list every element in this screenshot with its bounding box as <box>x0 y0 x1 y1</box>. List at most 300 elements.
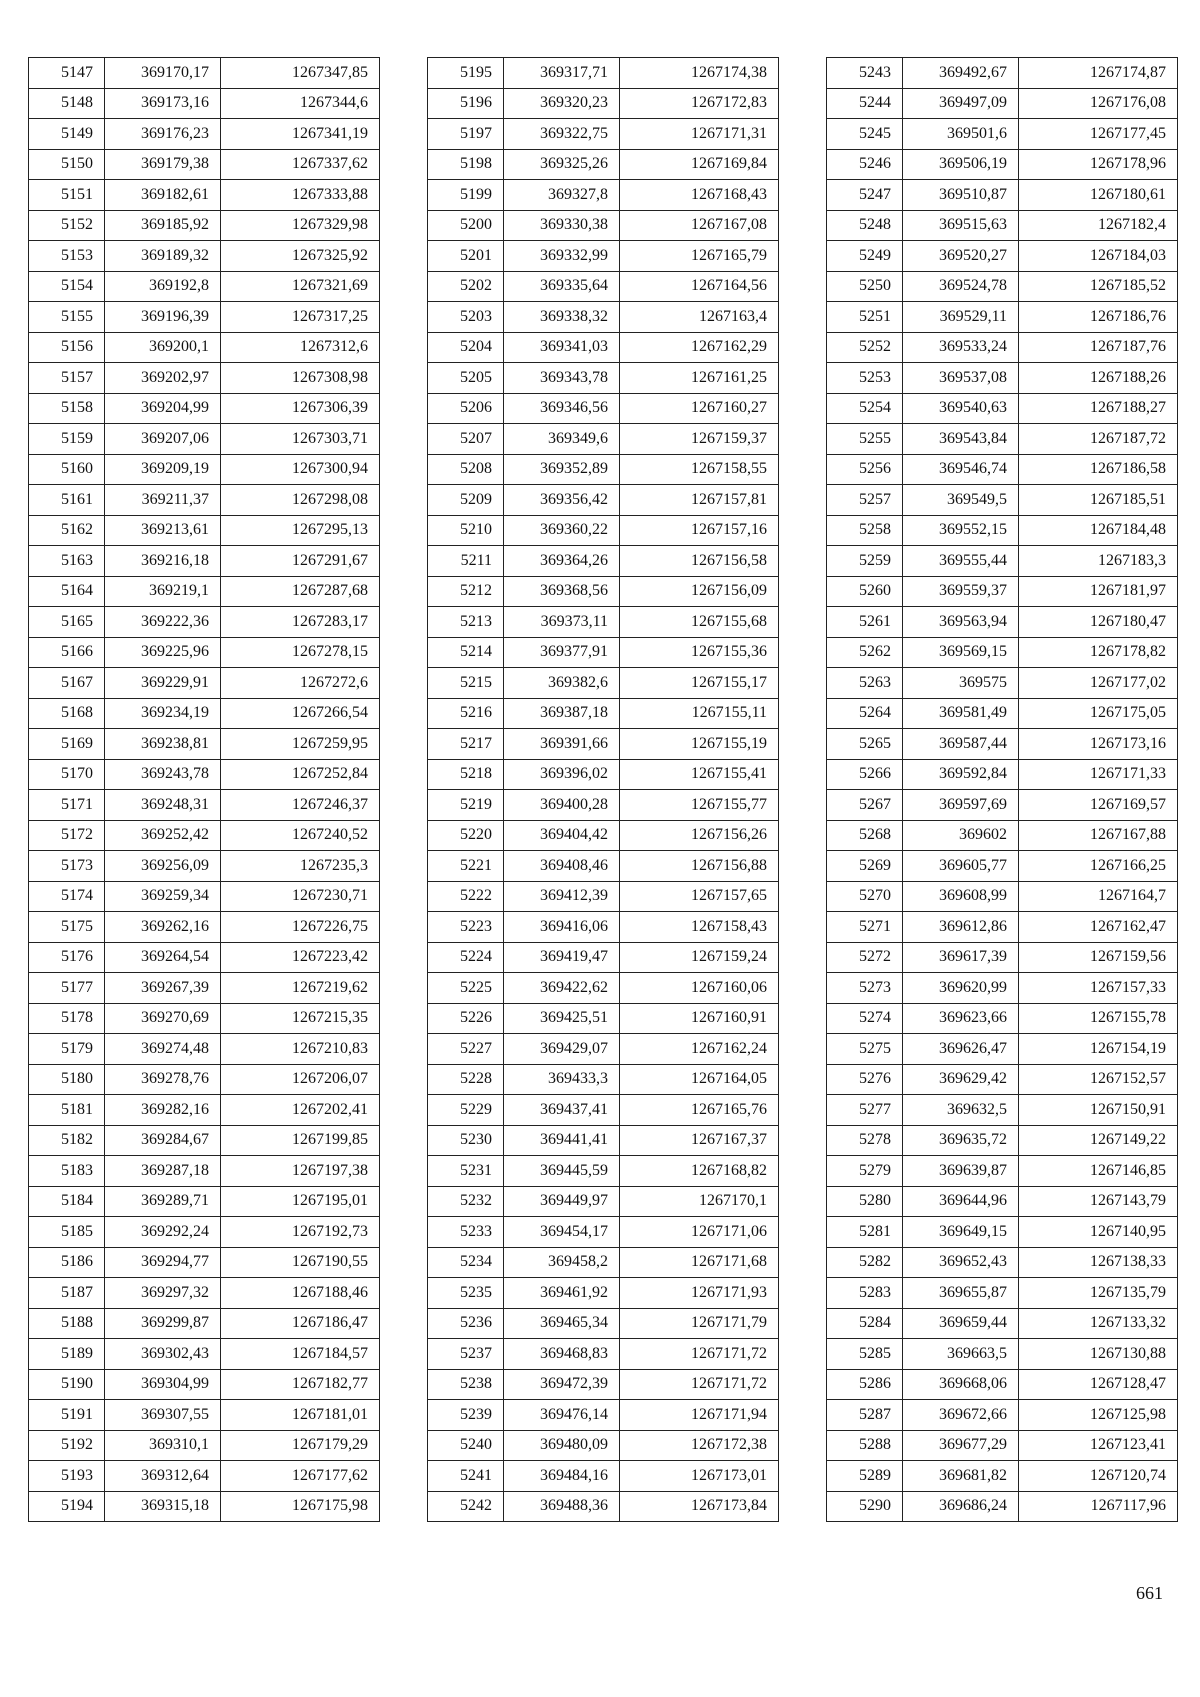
y-coordinate-cell: 1267181,01 <box>221 1400 380 1431</box>
point-number-cell: 5227 <box>428 1034 504 1065</box>
point-number-cell: 5253 <box>827 363 903 394</box>
x-coordinate-cell: 369587,44 <box>903 729 1019 760</box>
y-coordinate-cell: 1267135,79 <box>1019 1278 1178 1309</box>
point-number-cell: 5205 <box>428 363 504 394</box>
table-row <box>827 668 1178 699</box>
point-number-cell: 5217 <box>428 729 504 760</box>
x-coordinate-cell: 369256,09 <box>105 851 221 882</box>
x-coordinate-cell: 369284,67 <box>105 1125 221 1156</box>
y-coordinate-cell: 1267179,29 <box>221 1430 380 1461</box>
point-number-cell: 5204 <box>428 332 504 363</box>
table-row <box>29 1125 380 1156</box>
table-row <box>827 1339 1178 1370</box>
table-row <box>827 820 1178 851</box>
x-coordinate-cell: 369458,2 <box>504 1247 620 1278</box>
x-coordinate-cell: 369252,42 <box>105 820 221 851</box>
x-coordinate-cell: 369176,23 <box>105 119 221 150</box>
y-coordinate-cell: 1267164,05 <box>620 1064 779 1095</box>
table-row <box>29 1034 380 1065</box>
point-number-cell: 5168 <box>29 698 105 729</box>
table-row <box>827 729 1178 760</box>
x-coordinate-cell: 369461,92 <box>504 1278 620 1309</box>
point-number-cell: 5252 <box>827 332 903 363</box>
table-row <box>827 363 1178 394</box>
point-number-cell: 5159 <box>29 424 105 455</box>
y-coordinate-cell: 1267210,83 <box>221 1034 380 1065</box>
point-number-cell: 5283 <box>827 1278 903 1309</box>
y-coordinate-cell: 1267195,01 <box>221 1186 380 1217</box>
table-row <box>428 1125 779 1156</box>
x-coordinate-cell: 369304,99 <box>105 1369 221 1400</box>
table-row <box>29 790 380 821</box>
table-row <box>29 820 380 851</box>
x-coordinate-cell: 369419,47 <box>504 942 620 973</box>
point-number-cell: 5179 <box>29 1034 105 1065</box>
y-coordinate-cell: 1267168,82 <box>620 1156 779 1187</box>
table-row <box>428 88 779 119</box>
y-coordinate-cell: 1267182,77 <box>221 1369 380 1400</box>
x-coordinate-cell: 369248,31 <box>105 790 221 821</box>
x-coordinate-cell: 369278,76 <box>105 1064 221 1095</box>
y-coordinate-cell: 1267344,6 <box>221 88 380 119</box>
x-coordinate-cell: 369282,16 <box>105 1095 221 1126</box>
table-row <box>29 698 380 729</box>
y-coordinate-cell: 1267188,46 <box>221 1278 380 1309</box>
x-coordinate-cell: 369681,82 <box>903 1461 1019 1492</box>
table-row <box>428 485 779 516</box>
x-coordinate-cell: 369623,66 <box>903 1003 1019 1034</box>
point-number-cell: 5263 <box>827 668 903 699</box>
x-coordinate-cell: 369377,91 <box>504 637 620 668</box>
table-row <box>29 881 380 912</box>
y-coordinate-cell: 1267159,37 <box>620 424 779 455</box>
table-row <box>29 1064 380 1095</box>
point-number-cell: 5231 <box>428 1156 504 1187</box>
x-coordinate-cell: 369173,16 <box>105 88 221 119</box>
x-coordinate-cell: 369325,26 <box>504 149 620 180</box>
x-coordinate-cell: 369569,15 <box>903 637 1019 668</box>
point-number-cell: 5209 <box>428 485 504 516</box>
x-coordinate-cell: 369243,78 <box>105 759 221 790</box>
x-coordinate-cell: 369299,87 <box>105 1308 221 1339</box>
x-coordinate-cell: 369346,56 <box>504 393 620 424</box>
table-row <box>428 1156 779 1187</box>
point-number-cell: 5171 <box>29 790 105 821</box>
point-number-cell: 5203 <box>428 302 504 333</box>
table-row <box>428 546 779 577</box>
y-coordinate-cell: 1267167,37 <box>620 1125 779 1156</box>
table-row <box>428 210 779 241</box>
y-coordinate-cell: 1267325,92 <box>221 241 380 272</box>
x-coordinate-cell: 369422,62 <box>504 973 620 1004</box>
table-row <box>428 668 779 699</box>
table-row <box>428 912 779 943</box>
y-coordinate-cell: 1267156,26 <box>620 820 779 851</box>
x-coordinate-cell: 369330,38 <box>504 210 620 241</box>
table-row <box>428 607 779 638</box>
y-coordinate-cell: 1267159,56 <box>1019 942 1178 973</box>
x-coordinate-cell: 369204,99 <box>105 393 221 424</box>
x-coordinate-cell: 369433,3 <box>504 1064 620 1095</box>
point-number-cell: 5241 <box>428 1461 504 1492</box>
y-coordinate-cell: 1267230,71 <box>221 881 380 912</box>
point-number-cell: 5151 <box>29 180 105 211</box>
x-coordinate-cell: 369506,19 <box>903 149 1019 180</box>
y-coordinate-cell: 1267171,68 <box>620 1247 779 1278</box>
x-coordinate-cell: 369287,18 <box>105 1156 221 1187</box>
point-number-cell: 5261 <box>827 607 903 638</box>
y-coordinate-cell: 1267158,55 <box>620 454 779 485</box>
x-coordinate-cell: 369602 <box>903 820 1019 851</box>
x-coordinate-cell: 369211,37 <box>105 485 221 516</box>
y-coordinate-cell: 1267173,16 <box>1019 729 1178 760</box>
table-row <box>428 973 779 1004</box>
y-coordinate-cell: 1267171,72 <box>620 1369 779 1400</box>
table-row <box>827 88 1178 119</box>
point-number-cell: 5210 <box>428 515 504 546</box>
x-coordinate-cell: 369182,61 <box>105 180 221 211</box>
point-number-cell: 5235 <box>428 1278 504 1309</box>
table-row <box>29 454 380 485</box>
y-coordinate-cell: 1267259,95 <box>221 729 380 760</box>
x-coordinate-cell: 369270,69 <box>105 1003 221 1034</box>
y-coordinate-cell: 1267150,91 <box>1019 1095 1178 1126</box>
x-coordinate-cell: 369364,26 <box>504 546 620 577</box>
y-coordinate-cell: 1267184,57 <box>221 1339 380 1370</box>
y-coordinate-cell: 1267187,72 <box>1019 424 1178 455</box>
point-number-cell: 5161 <box>29 485 105 516</box>
point-number-cell: 5178 <box>29 1003 105 1034</box>
x-coordinate-cell: 369315,18 <box>105 1491 221 1522</box>
table-row <box>827 1400 1178 1431</box>
y-coordinate-cell: 1267167,08 <box>620 210 779 241</box>
table-row <box>827 637 1178 668</box>
point-number-cell: 5271 <box>827 912 903 943</box>
x-coordinate-cell: 369635,72 <box>903 1125 1019 1156</box>
point-number-cell: 5240 <box>428 1430 504 1461</box>
table-row <box>428 271 779 302</box>
point-number-cell: 5228 <box>428 1064 504 1095</box>
point-number-cell: 5199 <box>428 180 504 211</box>
table-row <box>29 1247 380 1278</box>
point-number-cell: 5258 <box>827 515 903 546</box>
x-coordinate-cell: 369360,22 <box>504 515 620 546</box>
point-number-cell: 5256 <box>827 454 903 485</box>
coordinate-table-body <box>428 58 779 1522</box>
point-number-cell: 5262 <box>827 637 903 668</box>
x-coordinate-cell: 369229,91 <box>105 668 221 699</box>
point-number-cell: 5234 <box>428 1247 504 1278</box>
y-coordinate-cell: 1267140,95 <box>1019 1217 1178 1248</box>
table-row <box>428 454 779 485</box>
y-coordinate-cell: 1267169,57 <box>1019 790 1178 821</box>
point-number-cell: 5156 <box>29 332 105 363</box>
x-coordinate-cell: 369322,75 <box>504 119 620 150</box>
y-coordinate-cell: 1267333,88 <box>221 180 380 211</box>
table-row <box>428 881 779 912</box>
x-coordinate-cell: 369400,28 <box>504 790 620 821</box>
y-coordinate-cell: 1267164,56 <box>620 271 779 302</box>
y-coordinate-cell: 1267167,88 <box>1019 820 1178 851</box>
y-coordinate-cell: 1267159,24 <box>620 942 779 973</box>
point-number-cell: 5177 <box>29 973 105 1004</box>
x-coordinate-cell: 369216,18 <box>105 546 221 577</box>
table-row <box>29 393 380 424</box>
x-coordinate-cell: 369289,71 <box>105 1186 221 1217</box>
point-number-cell: 5157 <box>29 363 105 394</box>
x-coordinate-cell: 369497,09 <box>903 88 1019 119</box>
point-number-cell: 5259 <box>827 546 903 577</box>
x-coordinate-cell: 369612,86 <box>903 912 1019 943</box>
point-number-cell: 5194 <box>29 1491 105 1522</box>
x-coordinate-cell: 369441,41 <box>504 1125 620 1156</box>
coordinate-table-body <box>29 58 380 1522</box>
x-coordinate-cell: 369310,1 <box>105 1430 221 1461</box>
y-coordinate-cell: 1267183,3 <box>1019 546 1178 577</box>
table-row <box>827 1369 1178 1400</box>
x-coordinate-cell: 369563,94 <box>903 607 1019 638</box>
table-row <box>29 58 380 89</box>
table-row <box>827 1186 1178 1217</box>
point-number-cell: 5251 <box>827 302 903 333</box>
point-number-cell: 5237 <box>428 1339 504 1370</box>
y-coordinate-cell: 1267188,26 <box>1019 363 1178 394</box>
table-row <box>29 1461 380 1492</box>
point-number-cell: 5222 <box>428 881 504 912</box>
point-number-cell: 5163 <box>29 546 105 577</box>
y-coordinate-cell: 1267180,61 <box>1019 180 1178 211</box>
x-coordinate-cell: 369677,29 <box>903 1430 1019 1461</box>
y-coordinate-cell: 1267155,77 <box>620 790 779 821</box>
x-coordinate-cell: 369408,46 <box>504 851 620 882</box>
table-row <box>29 1491 380 1522</box>
x-coordinate-cell: 369597,69 <box>903 790 1019 821</box>
x-coordinate-cell: 369468,83 <box>504 1339 620 1370</box>
x-coordinate-cell: 369341,03 <box>504 332 620 363</box>
y-coordinate-cell: 1267178,96 <box>1019 149 1178 180</box>
point-number-cell: 5272 <box>827 942 903 973</box>
y-coordinate-cell: 1267347,85 <box>221 58 380 89</box>
table-row <box>827 424 1178 455</box>
x-coordinate-cell: 369686,24 <box>903 1491 1019 1522</box>
coordinate-table-body <box>827 58 1178 1522</box>
point-number-cell: 5162 <box>29 515 105 546</box>
y-coordinate-cell: 1267177,02 <box>1019 668 1178 699</box>
y-coordinate-cell: 1267199,85 <box>221 1125 380 1156</box>
y-coordinate-cell: 1267246,37 <box>221 790 380 821</box>
point-number-cell: 5226 <box>428 1003 504 1034</box>
point-number-cell: 5230 <box>428 1125 504 1156</box>
y-coordinate-cell: 1267184,03 <box>1019 241 1178 272</box>
x-coordinate-cell: 369234,19 <box>105 698 221 729</box>
y-coordinate-cell: 1267321,69 <box>221 271 380 302</box>
x-coordinate-cell: 369327,8 <box>504 180 620 211</box>
point-number-cell: 5239 <box>428 1400 504 1431</box>
x-coordinate-cell: 369264,54 <box>105 942 221 973</box>
table-row <box>428 942 779 973</box>
y-coordinate-cell: 1267123,41 <box>1019 1430 1178 1461</box>
y-coordinate-cell: 1267174,87 <box>1019 58 1178 89</box>
y-coordinate-cell: 1267168,43 <box>620 180 779 211</box>
table-row <box>827 58 1178 89</box>
table-row <box>428 698 779 729</box>
table-row <box>827 210 1178 241</box>
y-coordinate-cell: 1267156,58 <box>620 546 779 577</box>
x-coordinate-cell: 369581,49 <box>903 698 1019 729</box>
x-coordinate-cell: 369425,51 <box>504 1003 620 1034</box>
x-coordinate-cell: 369672,66 <box>903 1400 1019 1431</box>
table-row <box>428 1095 779 1126</box>
table-row <box>29 332 380 363</box>
y-coordinate-cell: 1267154,19 <box>1019 1034 1178 1065</box>
x-coordinate-cell: 369608,99 <box>903 881 1019 912</box>
y-coordinate-cell: 1267173,84 <box>620 1491 779 1522</box>
y-coordinate-cell: 1267160,06 <box>620 973 779 1004</box>
x-coordinate-cell: 369639,87 <box>903 1156 1019 1187</box>
x-coordinate-cell: 369652,43 <box>903 1247 1019 1278</box>
table-row <box>827 1308 1178 1339</box>
table-row <box>827 1430 1178 1461</box>
table-row <box>827 1491 1178 1522</box>
point-number-cell: 5170 <box>29 759 105 790</box>
table-row <box>428 332 779 363</box>
table-row <box>428 302 779 333</box>
x-coordinate-cell: 369649,15 <box>903 1217 1019 1248</box>
x-coordinate-cell: 369659,44 <box>903 1308 1019 1339</box>
y-coordinate-cell: 1267155,11 <box>620 698 779 729</box>
table-row <box>428 1400 779 1431</box>
point-number-cell: 5286 <box>827 1369 903 1400</box>
table-row <box>29 942 380 973</box>
y-coordinate-cell: 1267223,42 <box>221 942 380 973</box>
x-coordinate-cell: 369307,55 <box>105 1400 221 1431</box>
y-coordinate-cell: 1267287,68 <box>221 576 380 607</box>
point-number-cell: 5187 <box>29 1278 105 1309</box>
point-number-cell: 5247 <box>827 180 903 211</box>
point-number-cell: 5215 <box>428 668 504 699</box>
x-coordinate-cell: 369454,17 <box>504 1217 620 1248</box>
table-row <box>29 1095 380 1126</box>
y-coordinate-cell: 1267171,72 <box>620 1339 779 1370</box>
coordinate-table-2 <box>427 57 779 1522</box>
x-coordinate-cell: 369192,8 <box>105 271 221 302</box>
y-coordinate-cell: 1267184,48 <box>1019 515 1178 546</box>
point-number-cell: 5211 <box>428 546 504 577</box>
x-coordinate-cell: 369213,61 <box>105 515 221 546</box>
table-row <box>827 302 1178 333</box>
table-row <box>29 302 380 333</box>
point-number-cell: 5155 <box>29 302 105 333</box>
y-coordinate-cell: 1267206,07 <box>221 1064 380 1095</box>
point-number-cell: 5154 <box>29 271 105 302</box>
table-row <box>29 1369 380 1400</box>
table-row <box>29 759 380 790</box>
point-number-cell: 5180 <box>29 1064 105 1095</box>
y-coordinate-cell: 1267146,85 <box>1019 1156 1178 1187</box>
x-coordinate-cell: 369540,63 <box>903 393 1019 424</box>
x-coordinate-cell: 369543,84 <box>903 424 1019 455</box>
x-coordinate-cell: 369605,77 <box>903 851 1019 882</box>
x-coordinate-cell: 369488,36 <box>504 1491 620 1522</box>
table-row <box>29 1156 380 1187</box>
y-coordinate-cell: 1267278,15 <box>221 637 380 668</box>
y-coordinate-cell: 1267171,31 <box>620 119 779 150</box>
x-coordinate-cell: 369196,39 <box>105 302 221 333</box>
y-coordinate-cell: 1267266,54 <box>221 698 380 729</box>
x-coordinate-cell: 369238,81 <box>105 729 221 760</box>
point-number-cell: 5281 <box>827 1217 903 1248</box>
y-coordinate-cell: 1267175,05 <box>1019 698 1178 729</box>
x-coordinate-cell: 369274,48 <box>105 1034 221 1065</box>
table-row <box>29 668 380 699</box>
y-coordinate-cell: 1267175,98 <box>221 1491 380 1522</box>
table-row <box>827 881 1178 912</box>
x-coordinate-cell: 369219,1 <box>105 576 221 607</box>
y-coordinate-cell: 1267171,93 <box>620 1278 779 1309</box>
x-coordinate-cell: 369449,97 <box>504 1186 620 1217</box>
point-number-cell: 5167 <box>29 668 105 699</box>
table-row <box>827 241 1178 272</box>
y-coordinate-cell: 1267171,79 <box>620 1308 779 1339</box>
table-row <box>29 729 380 760</box>
y-coordinate-cell: 1267170,1 <box>620 1186 779 1217</box>
table-row <box>827 576 1178 607</box>
point-number-cell: 5224 <box>428 942 504 973</box>
point-number-cell: 5149 <box>29 119 105 150</box>
x-coordinate-cell: 369179,38 <box>105 149 221 180</box>
x-coordinate-cell: 369655,87 <box>903 1278 1019 1309</box>
point-number-cell: 5279 <box>827 1156 903 1187</box>
table-row <box>428 729 779 760</box>
table-row <box>827 332 1178 363</box>
x-coordinate-cell: 369480,09 <box>504 1430 620 1461</box>
x-coordinate-cell: 369412,39 <box>504 881 620 912</box>
y-coordinate-cell: 1267169,84 <box>620 149 779 180</box>
x-coordinate-cell: 369259,34 <box>105 881 221 912</box>
x-coordinate-cell: 369617,39 <box>903 942 1019 973</box>
point-number-cell: 5277 <box>827 1095 903 1126</box>
point-number-cell: 5169 <box>29 729 105 760</box>
x-coordinate-cell: 369524,78 <box>903 271 1019 302</box>
point-number-cell: 5218 <box>428 759 504 790</box>
x-coordinate-cell: 369297,32 <box>105 1278 221 1309</box>
x-coordinate-cell: 369465,34 <box>504 1308 620 1339</box>
point-number-cell: 5189 <box>29 1339 105 1370</box>
y-coordinate-cell: 1267155,36 <box>620 637 779 668</box>
point-number-cell: 5233 <box>428 1217 504 1248</box>
table-row <box>428 1308 779 1339</box>
x-coordinate-cell: 369352,89 <box>504 454 620 485</box>
x-coordinate-cell: 369644,96 <box>903 1186 1019 1217</box>
table-row <box>428 790 779 821</box>
table-row <box>428 576 779 607</box>
point-number-cell: 5188 <box>29 1308 105 1339</box>
point-number-cell: 5184 <box>29 1186 105 1217</box>
point-number-cell: 5255 <box>827 424 903 455</box>
point-number-cell: 5164 <box>29 576 105 607</box>
y-coordinate-cell: 1267165,76 <box>620 1095 779 1126</box>
table-row <box>428 1430 779 1461</box>
point-number-cell: 5175 <box>29 912 105 943</box>
y-coordinate-cell: 1267252,84 <box>221 759 380 790</box>
point-number-cell: 5207 <box>428 424 504 455</box>
y-coordinate-cell: 1267143,79 <box>1019 1186 1178 1217</box>
point-number-cell: 5147 <box>29 58 105 89</box>
y-coordinate-cell: 1267185,52 <box>1019 271 1178 302</box>
point-number-cell: 5202 <box>428 271 504 302</box>
y-coordinate-cell: 1267157,65 <box>620 881 779 912</box>
table-row <box>29 1217 380 1248</box>
